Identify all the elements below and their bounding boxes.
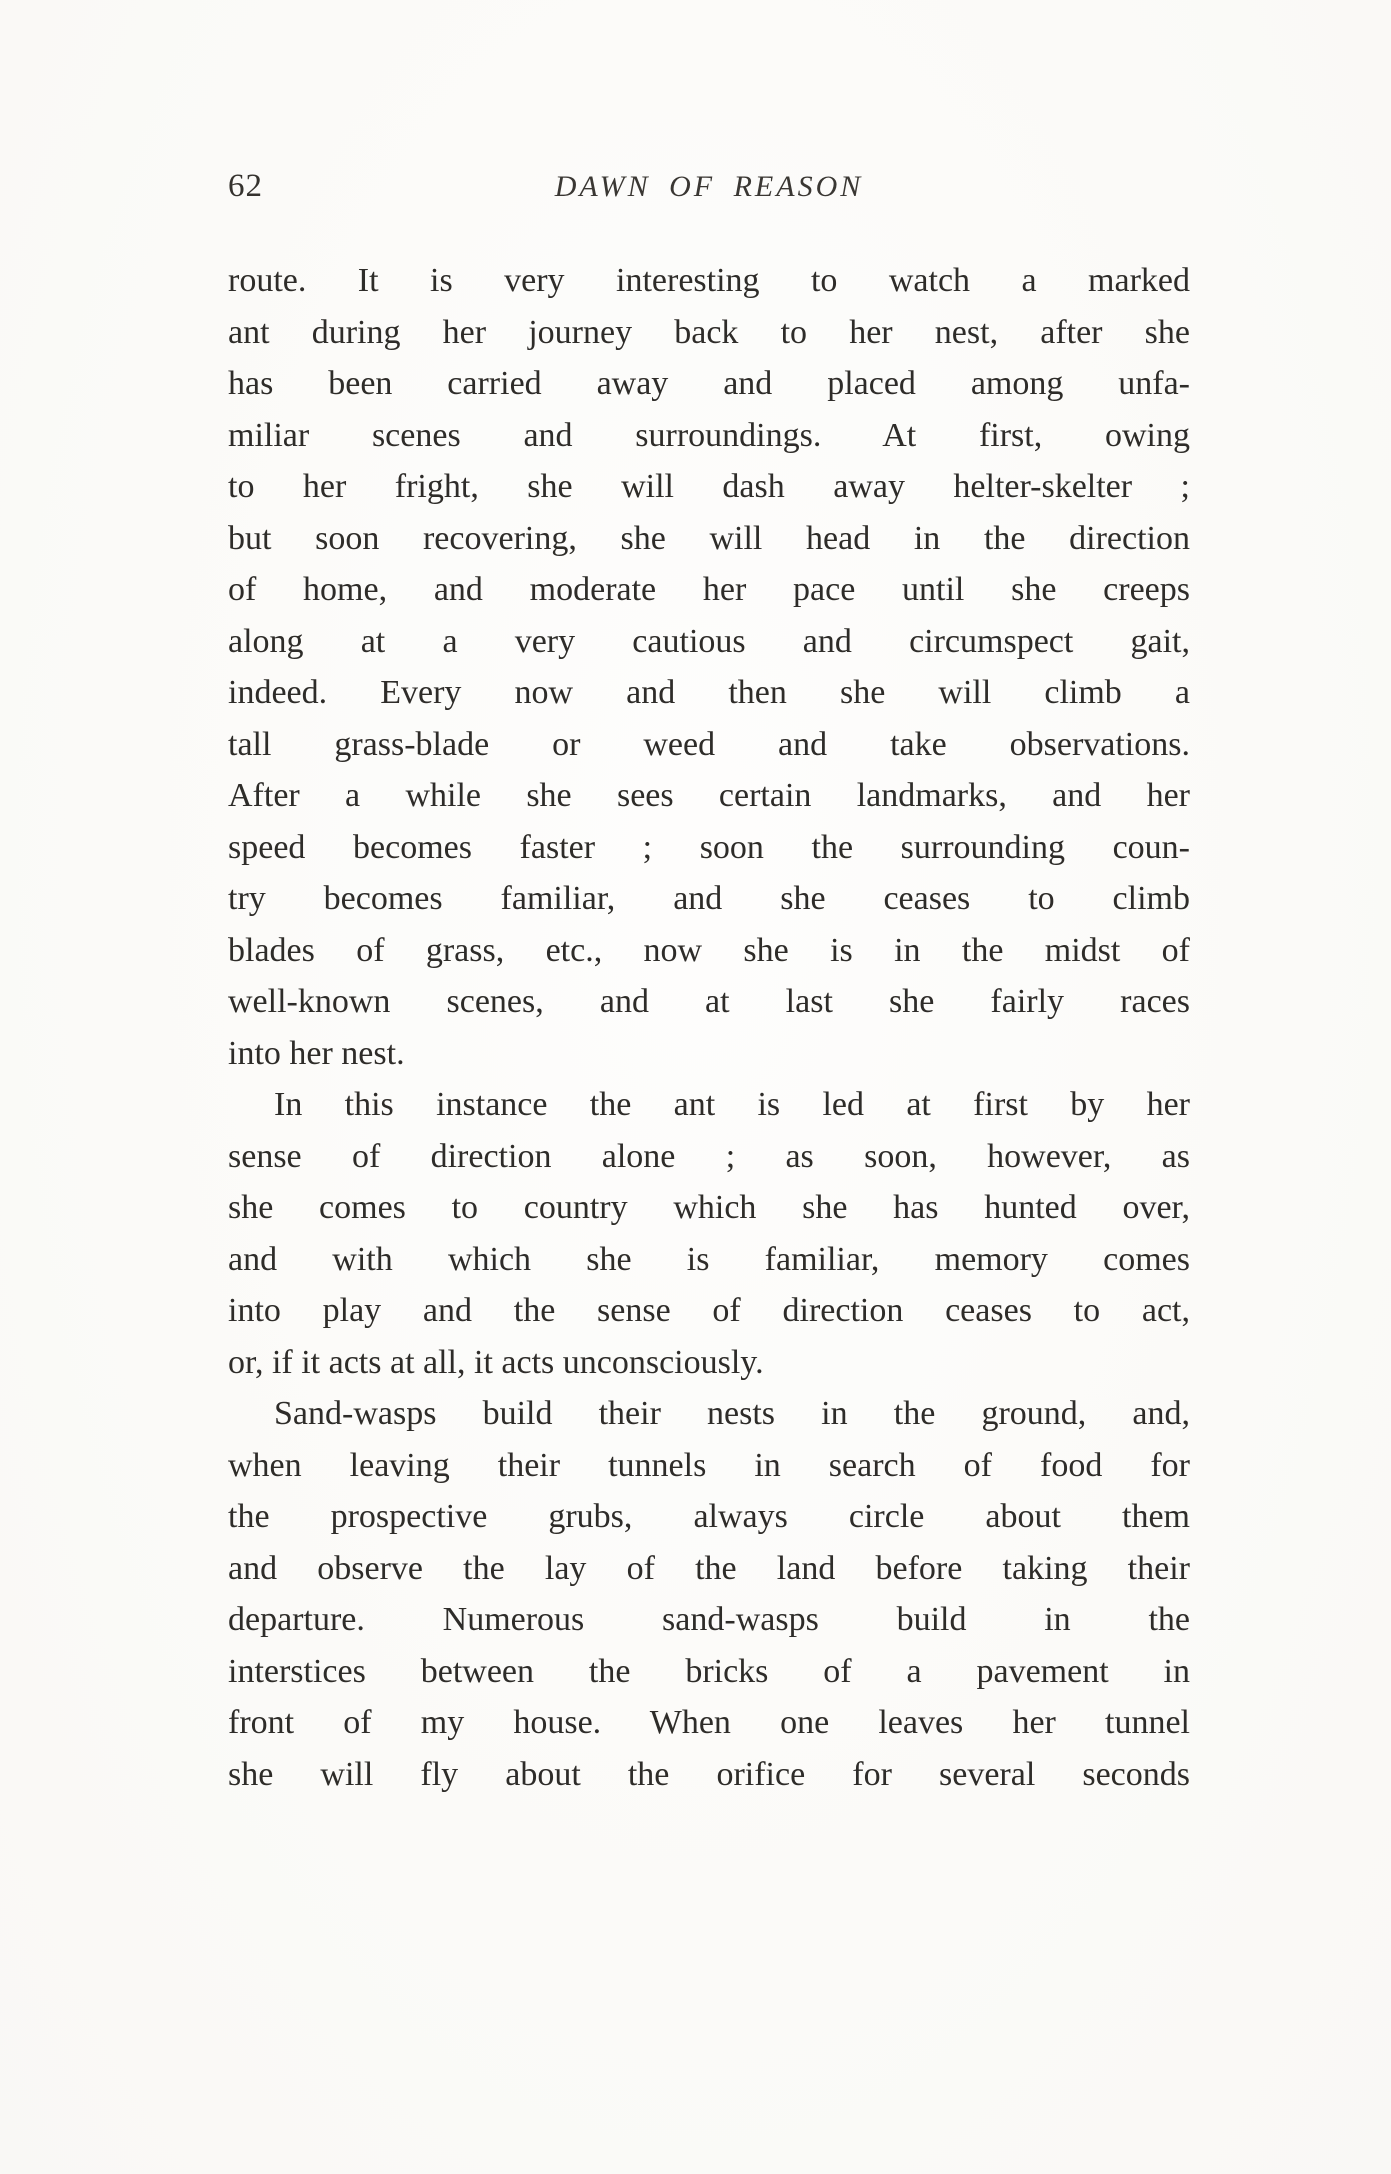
text-line: After a while she sees certain landmarks, and her [228, 777, 1190, 814]
text-line: into play and the sense of direction ceases to act, [228, 1292, 1190, 1329]
text-line: when leaving their tunnels in search of food for [228, 1446, 1190, 1484]
text-line: into her nest. [228, 1034, 405, 1072]
text-line: she will fly about the orifice for several seconds [228, 1755, 1190, 1793]
text-line: interstices between the bricks of a pavement in [228, 1652, 1190, 1690]
text-line: In this instance the ant is led at first by her [274, 1086, 1190, 1123]
text-line: miliar scenes and surroundings. At first, owing [228, 416, 1190, 454]
text-line: well-known scenes, and at last she fairly races [228, 983, 1190, 1020]
text-line: and with which she is familiar, memory comes [228, 1240, 1190, 1278]
text-line: has been carried away and placed among unfa- [228, 365, 1190, 402]
text-line: or, if it acts at all, it acts unconsciously. [228, 1343, 764, 1381]
text-line: try becomes familiar, and she ceases to climb [228, 880, 1190, 917]
text-line: she comes to country which she has hunted over, [228, 1189, 1190, 1226]
running-header: DAWN OF REASON [554, 170, 864, 203]
text-line: the prospective grubs, always circle about them [228, 1498, 1190, 1535]
text-line: to her fright, she will dash away helter-skelter ; [228, 468, 1190, 505]
text-line: and observe the lay of the land before taking their [228, 1549, 1190, 1587]
text-line: of home, and moderate her pace until she creeps [228, 571, 1190, 608]
page-header [228, 168, 1190, 214]
text-line: front of my house. When one leaves her tunnel [228, 1704, 1190, 1741]
text-line: blades of grass, etc., now she is in the midst of [228, 931, 1190, 969]
text-line: tall grass-blade or weed and take observations. [228, 725, 1190, 763]
text-line: route. It is very interesting to watch a marked [228, 262, 1190, 299]
text-line: sense of direction alone ; as soon, however, as [228, 1137, 1190, 1175]
text-line: indeed. Every now and then she will climb a [228, 674, 1190, 711]
page-number: 62 [228, 168, 263, 204]
body-text [228, 255, 1190, 1800]
text-line: speed becomes faster ; soon the surrounding coun- [228, 828, 1190, 866]
text-line: departure. Numerous sand-wasps build in the [228, 1601, 1190, 1638]
text-line: Sand-wasps build their nests in the ground, and, [274, 1395, 1190, 1432]
text-line: but soon recovering, she will head in the direction [228, 519, 1190, 557]
text-line: along at a very cautious and circumspect gait, [228, 622, 1190, 660]
text-line: ant during her journey back to her nest, after she [228, 313, 1190, 351]
